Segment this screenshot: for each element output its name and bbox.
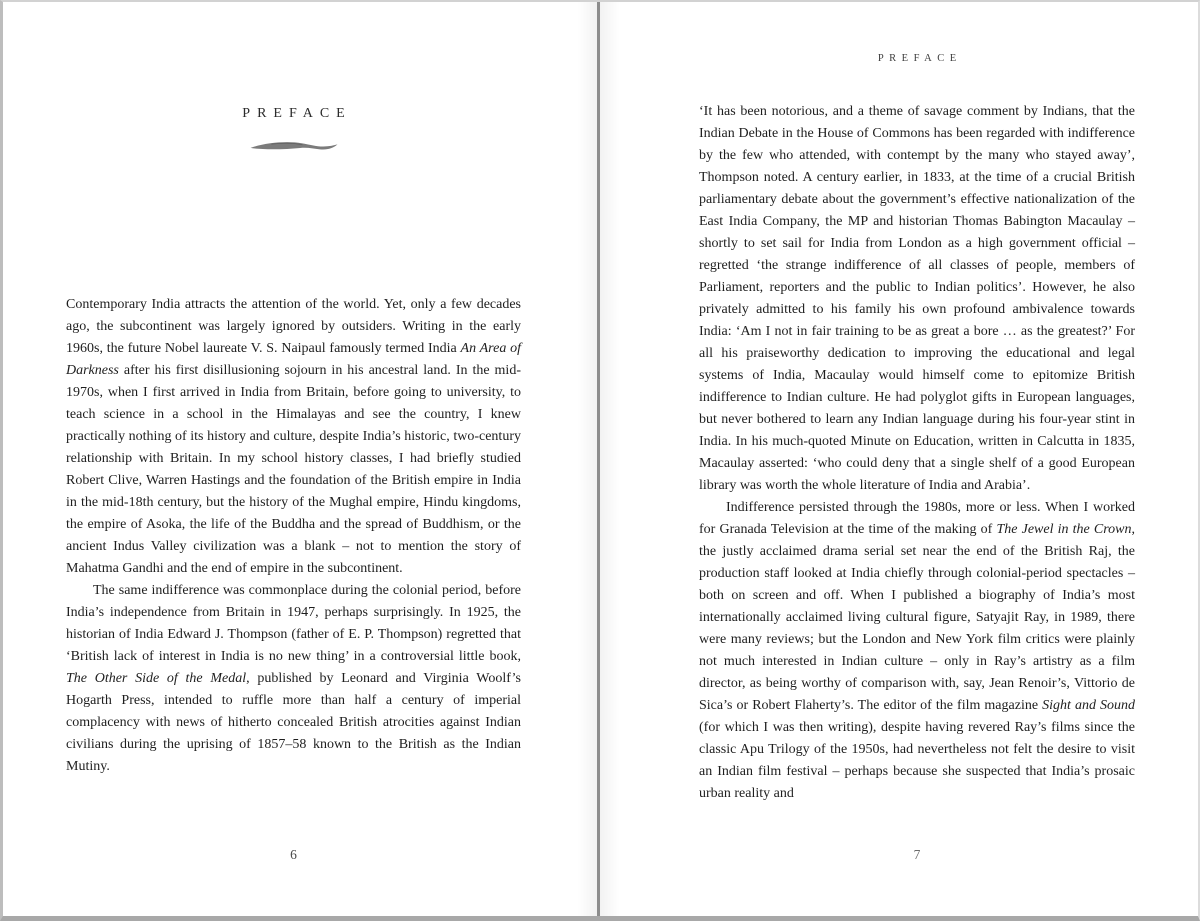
right-page	[699, 2, 1135, 916]
paragraph	[699, 101, 1135, 497]
page-gutter-line	[597, 2, 600, 916]
text-segment: ‘It has been notorious, and a theme of savage comment by Indians, that the Indian Debate in the House of Commons has been regarded with indifference by the few who attended, with contempt by the many who stayed away’, Thompson noted. A century earlier, in 1833, at the time of a crucial British parliamentary debate about the government’s effective nationalization of the East India Company, the MP and historian Thomas Babington Macaulay – shortly to set sail for India from London as a high government official – regretted ‘the strange indifference of all classes of people, members of Parliament, reporters and the public to Indian politics’. However, he also privately admitted to his family his own profound ambivalence towards India: ‘Am I not in fair training to be as great a bore … as the greatest?’ For all his praiseworthy dedication to improving the educational and legal systems of India, Macaulay would himself come to epitomize British indifference to Indian culture. He had polyglot gifts in European languages, but never bothered to learn any Indian language during his four-year stint in India. In his much-quoted Minute on Education, written in Calcutta in 1835, Macaulay asserted: ‘who could deny that a single shelf of a good European library was worth the whole literature of India and Arabia’.	[699, 104, 1135, 493]
paragraph	[699, 497, 1135, 805]
left-page	[66, 2, 521, 916]
text-segment: after his first disillusioning sojourn in his ancestral land. In the mid-1970s, when I first arrived in India from Britain, before going to university, to teach science in a school in the Himalayas and see the country, I knew practically nothing of its history and culture, despite India’s historic, two-century relationship with Britain. In my school history classes, I had briefly studied Robert Clive, Warren Hastings and the foundation of the British empire in India in the mid-18th century, but the history of the Mughal empire, Hindu kingdoms, the empire of Asoka, the life of the Buddha and the spread of Buddhism, or the ancient Indus Valley civilization was a blank – not to mention the story of Mahatma Gandhi and the end of empire in the subcontinent.	[66, 363, 521, 576]
italic-book-title: The Jewel in the Crown	[996, 522, 1132, 537]
italic-book-title: Sight and Sound	[1042, 698, 1135, 713]
italic-book-title: The Other Side of the Medal	[66, 671, 247, 686]
left-page-body	[66, 294, 521, 778]
chapter-heading: PREFACE	[242, 106, 352, 121]
text-segment: The same indifference was commonplace during the colonial period, before India’s independence from Britain in 1947, perhaps surprisingly. In 1925, the historian of India Edward J. Thompson (father of E. P. Thompson) regretted that ‘British lack of interest in India is no new thing’ in a controversial little book,	[66, 583, 521, 664]
text-segment: Contemporary India attracts the attention of the world. Yet, only a few decades ago, the subcontinent was largely ignored by outsiders. Writing in the early 1960s, the future Nobel laureate V. S. Naipaul famously termed India	[66, 297, 521, 356]
right-page-number: 7	[913, 847, 921, 862]
gutter-shadow-left	[577, 2, 597, 916]
gutter-shadow-right	[600, 2, 620, 916]
italic-book-title: An Area of Darkness	[66, 341, 522, 378]
right-page-body	[699, 101, 1135, 805]
left-page-number: 6	[290, 847, 297, 862]
paragraph	[66, 294, 521, 580]
text-segment: , published by Leonard and Virginia Woolf’s Hogarth Press, intended to ruffle more than half a century of imperial complacency with news of hitherto concealed British atrocities against Indian civilians during the uprising of 1857–58 known to the British as the Indian Mutiny.	[66, 671, 522, 774]
text-segment: , the justly acclaimed drama serial set near the end of the British Raj, the production staff looked at India chiefly through colonial-period spectacles – both on screen and off. When I published a biography of India’s most internationally acclaimed living cultural figure, Satyajit Ray, in 1989, there were many reviews; but the London and New York film critics were plainly not much interested in Indian culture – only in Ray’s artistry as a film director, as being worthy of comparison with, say, Jean Renoir’s, Vittorio de Sica’s or Robert Flaherty’s. The editor of the film magazine	[699, 522, 1135, 713]
leaf-flourish-icon	[66, 138, 521, 155]
running-header: PREFACE	[877, 53, 962, 64]
paragraph	[66, 580, 521, 778]
text-segment: Indifference persisted through the 1980s, more or less. When I worked for Granada Television at the time of the making of	[699, 500, 1135, 537]
text-segment: (for which I was then writing), despite having revered Ray’s films since the classic Apu Trilogy of the 1950s, had nevertheless not felt the desire to visit an Indian film festival – perhaps because she suspected that India’s prosaic urban reality and	[699, 720, 1135, 801]
